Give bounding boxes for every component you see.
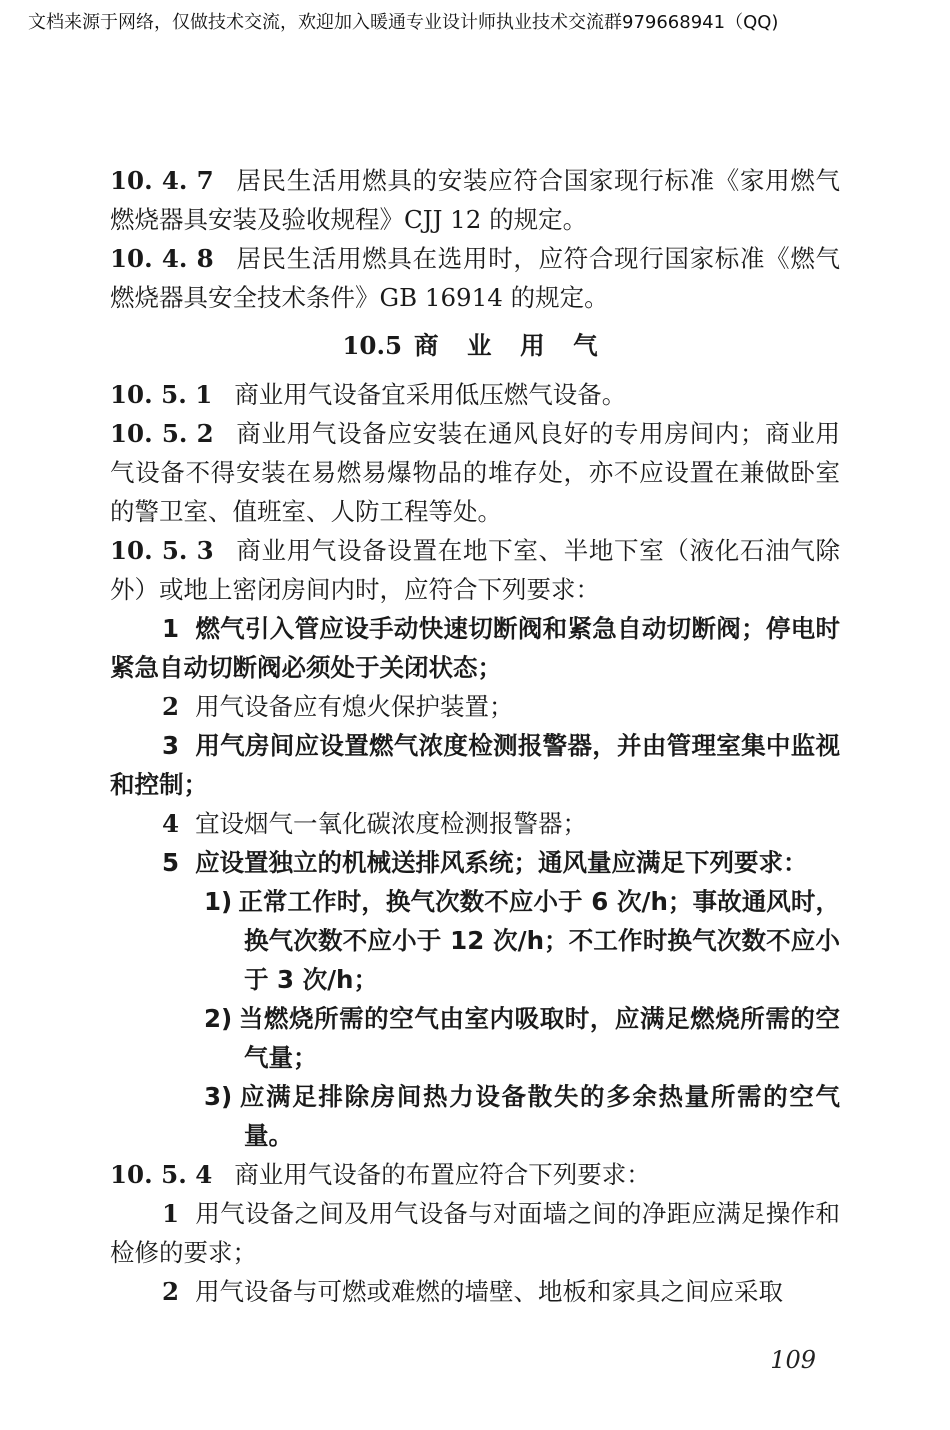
clause-number: 10. 4. 7 [110,166,214,195]
list-item [110,1272,840,1311]
document-body [110,161,840,1311]
sub-list-item [110,1077,840,1155]
item-number: 3 [162,731,180,760]
section-heading [110,326,840,365]
clause-number: 10. 5. 4 [110,1160,213,1189]
clause-10-5-1 [110,375,840,414]
item-number: 2 [162,692,180,721]
sub-item-text: 应满足排除房间热力设备散失的多余热量所需的空气量。 [238,1082,840,1150]
item-text: 宜设烟气一氧化碳浓度检测报警器； [195,809,588,838]
clause-10-5-3 [110,531,840,609]
clause-text: 居民生活用燃具在选用时，应符合现行国家标准《燃气燃烧器具安全技术条件》GB 16914 的规定。 [110,244,840,312]
item-text: 用气设备之间及用气设备与对面墙之间的净距应满足操作和检修的要求； [110,1199,840,1267]
item-number: 1 [162,614,180,643]
list-item [110,804,840,843]
sub-list-item [110,882,840,999]
watermark-text: 文档来源于网络，仅做技术交流，欢迎加入暖通专业设计师执业技术交流群979668941（QQ) [28,12,779,33]
clause-number: 10. 5. 1 [110,380,213,409]
clause-10-4-8 [110,239,840,317]
item-text: 用气设备应有熄火保护装置； [195,692,514,721]
clause-number: 10. 5. 2 [110,419,214,448]
item-text: 用气设备与可燃或难燃的墙壁、地板和家具之间应采取 [195,1277,784,1306]
sub-list-item [110,999,840,1077]
sub-item-number: 1) [204,887,233,916]
item-number: 4 [162,809,180,838]
sub-item-text: 正常工作时，换气次数不应小于 6 次/h；事故通风时，换气次数不应小于 12 次/h；不工作时换气次数不应小于 3 次/h； [238,887,840,994]
clause-10-5-2 [110,414,840,531]
clause-10-5-4 [110,1155,840,1194]
clause-number: 10. 5. 3 [110,536,214,565]
section-title: 商 业 用 气 [414,331,608,360]
page-number: 109 [770,1346,816,1374]
clause-number: 10. 4. 8 [110,244,214,273]
clause-text: 商业用气设备设置在地下室、半地下室（液化石油气除外）或地上密闭房间内时，应符合下列要求： [110,536,840,604]
list-item [110,1194,840,1272]
clause-text: 商业用气设备应安装在通风良好的专用房间内；商业用气设备不得安装在易燃易爆物品的堆存处，亦不应设置在兼做卧室的警卫室、值班室、人防工程等处。 [110,419,840,526]
section-number: 10.5 [342,331,403,360]
item-text: 燃气引入管应设手动快速切断阀和紧急自动切断阀；停电时紧急自动切断阀必须处于关闭状态； [110,614,840,682]
item-number: 5 [162,848,180,877]
list-item [110,609,840,687]
clause-text: 商业用气设备的布置应符合下列要求： [234,1160,651,1189]
item-number: 1 [162,1199,180,1228]
clause-text: 居民生活用燃具的安装应符合国家现行标准《家用燃气燃烧器具安装及验收规程》CJJ 12 的规定。 [110,166,840,234]
list-item [110,726,840,804]
list-item [110,687,840,726]
sub-item-text: 当燃烧所需的空气由室内吸取时，应满足燃烧所需的空气量； [238,1004,840,1072]
clause-10-4-7 [110,161,840,239]
sub-item-number: 3) [204,1082,233,1111]
item-text: 用气房间应设置燃气浓度检测报警器，并由管理室集中监视和控制； [110,731,840,799]
list-item [110,843,840,882]
clause-text: 商业用气设备宜采用低压燃气设备。 [234,380,627,409]
item-number: 2 [162,1277,180,1306]
item-text: 应设置独立的机械送排风系统；通风量应满足下列要求： [195,848,808,877]
sub-item-number: 2) [204,1004,233,1033]
